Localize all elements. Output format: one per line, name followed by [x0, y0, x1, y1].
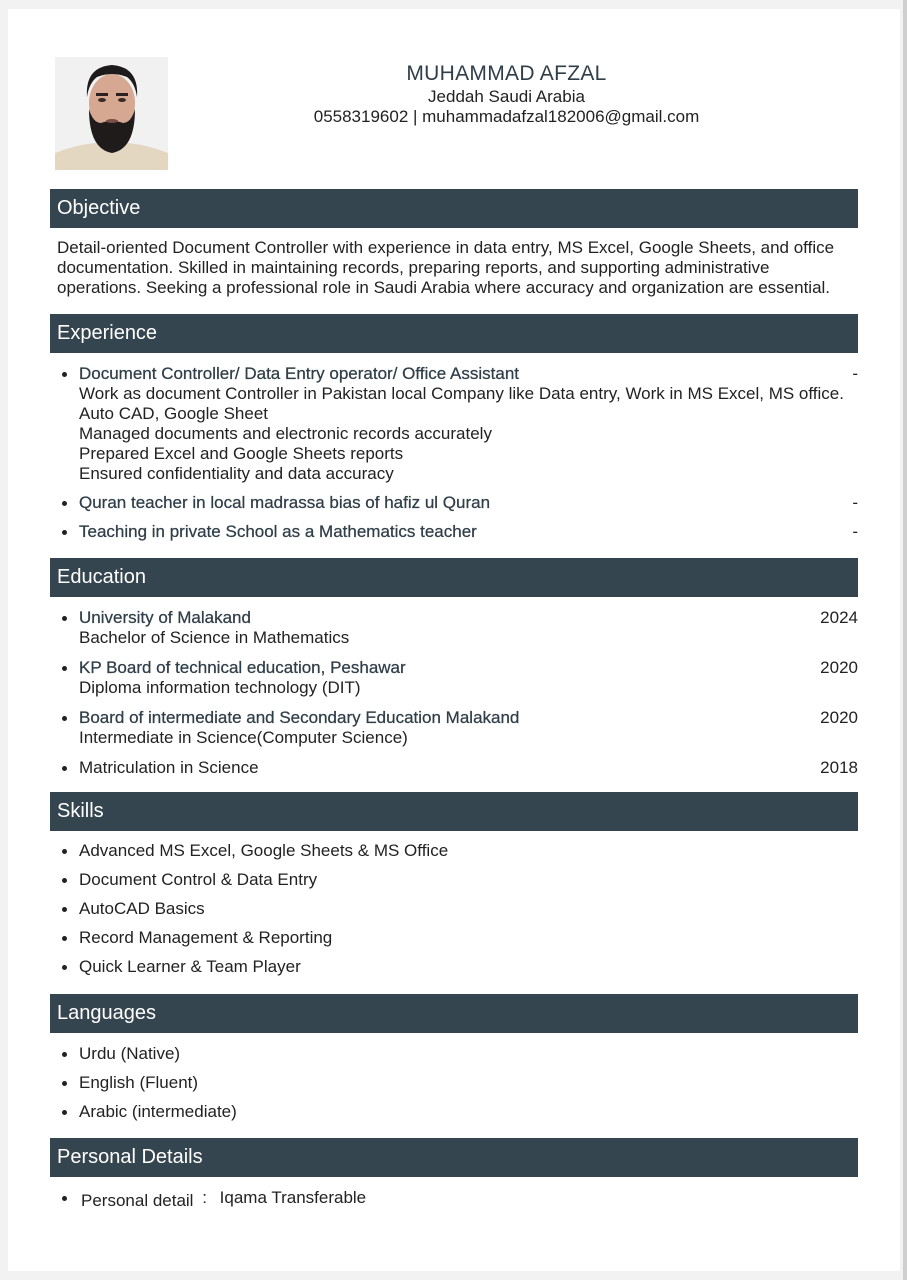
personal-details-section [50, 1188, 858, 1208]
education-school: Matriculation in Science [79, 758, 259, 777]
skill-item: AutoCAD Basics [50, 899, 858, 919]
education-school: Board of intermediate and Secondary Education Malakand [79, 708, 520, 727]
personal-detail-item [50, 1188, 858, 1208]
education-section [50, 608, 858, 778]
experience-item [50, 364, 858, 484]
experience-detail: Managed documents and electronic records accurately [79, 424, 492, 443]
section-heading-education: Education [50, 558, 858, 597]
education-school: KP Board of technical education, Peshawar [79, 658, 406, 677]
personal-details-list [50, 1188, 858, 1208]
experience-title: Document Controller/ Data Entry operator/ Office Assistant [79, 364, 519, 383]
language-item: English (Fluent) [50, 1073, 858, 1093]
education-item [50, 608, 858, 648]
section-heading-languages: Languages [50, 994, 858, 1033]
education-degree: Bachelor of Science in Mathematics [79, 628, 350, 647]
personal-detail-separator: : [202, 1188, 207, 1207]
skills-section [50, 841, 858, 977]
candidate-name: MUHAMMAD AFZAL [406, 62, 607, 85]
personal-detail-value: Iqama Transferable [219, 1188, 367, 1207]
experience-date: - [852, 522, 858, 541]
objective-text: Detail-oriented Document Controller with experience in data entry, MS Excel, Google Sheets, and office documentation. Skilled in maintaining records, preparing reports, and supporting administrative operations. Seeking a professional role in Saudi Arabia where accuracy and organization are essential. [57, 238, 835, 297]
personal-detail-label: Personal detail [81, 1191, 194, 1210]
experience-detail: Ensured confidentiality and data accuracy [79, 464, 394, 483]
experience-section [50, 364, 858, 542]
language-item: Arabic (intermediate) [50, 1102, 858, 1122]
experience-date: - [852, 493, 858, 512]
education-school: University of Malakand [79, 608, 251, 627]
experience-detail: Work as document Controller in Pakistan local Company like Data entry, Work in MS Excel, MS office. Auto CAD, Google Sheet [79, 384, 844, 423]
experience-title: Quran teacher in local madrassa bias of hafiz ul Quran [79, 493, 491, 512]
experience-title: Teaching in private School as a Mathematics teacher [79, 522, 477, 541]
profile-photo [55, 57, 168, 170]
skill-item: Quick Learner & Team Player [50, 957, 858, 977]
experience-date: - [852, 364, 858, 383]
education-year: 2020 [820, 658, 858, 677]
resume-page [8, 9, 900, 1271]
candidate-contact: 0558319602 | muhammadafzal182006@gmail.com [313, 107, 700, 126]
section-heading-skills: Skills [50, 792, 858, 831]
candidate-location: Jeddah Saudi Arabia [428, 87, 585, 106]
education-year: 2020 [820, 708, 858, 727]
skill-item: Record Management & Reporting [50, 928, 858, 948]
languages-section [50, 1044, 858, 1122]
section-heading-objective: Objective [50, 189, 858, 228]
education-year: 2018 [820, 758, 858, 777]
education-item [50, 758, 858, 778]
resume-header [178, 61, 835, 127]
objective-section [50, 238, 858, 298]
experience-item [50, 522, 858, 542]
skills-list [50, 841, 858, 977]
experience-detail: Prepared Excel and Google Sheets reports [79, 444, 404, 463]
section-heading-personal-details: Personal Details [50, 1138, 858, 1177]
language-item: Urdu (Native) [50, 1044, 858, 1064]
education-degree: Diploma information technology (DIT) [79, 678, 361, 697]
education-list [50, 608, 858, 778]
skill-item: Document Control & Data Entry [50, 870, 858, 890]
education-item [50, 658, 858, 698]
section-heading-experience: Experience [50, 314, 858, 353]
education-item [50, 708, 858, 748]
skill-item: Advanced MS Excel, Google Sheets & MS Office [50, 841, 858, 861]
education-degree: Intermediate in Science(Computer Science) [79, 728, 408, 747]
experience-list [50, 364, 858, 542]
languages-list [50, 1044, 858, 1122]
experience-item [50, 493, 858, 513]
education-year: 2024 [820, 608, 858, 627]
page-edge-scrollbar [903, 0, 907, 1280]
